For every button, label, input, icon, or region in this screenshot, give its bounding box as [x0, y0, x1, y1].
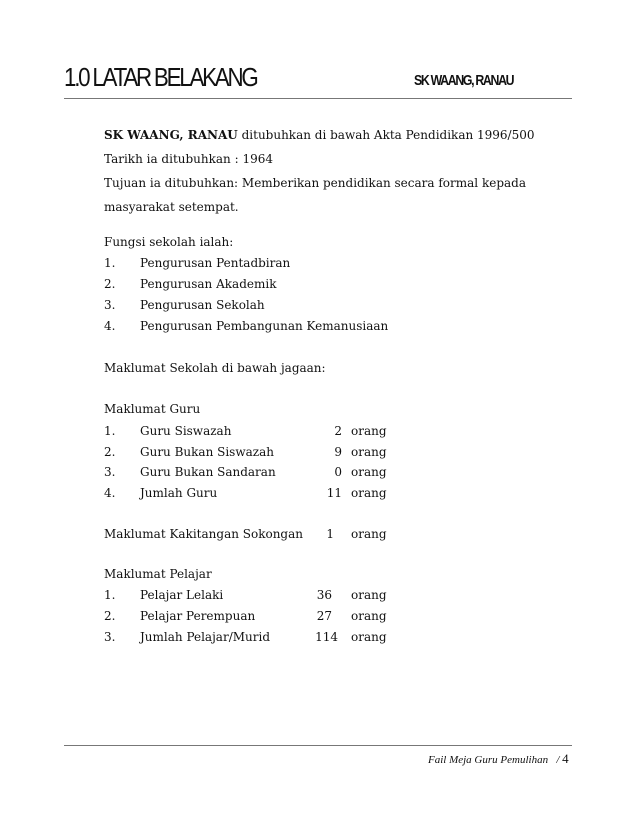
row-number: 3. — [104, 630, 116, 644]
functions-title: Fungsi sekolah ialah: — [104, 235, 234, 249]
support-staff-label: Maklumat Kakitangan Sokongan — [104, 527, 303, 541]
item-number: 2. — [104, 277, 116, 291]
page-number: 4 — [562, 751, 569, 766]
row-value: 0 — [334, 465, 342, 479]
section-heading: 1.0 LATAR BELAKANG — [64, 62, 257, 92]
support-staff-unit: orang — [351, 527, 387, 541]
item-label: Pengurusan Akademik — [140, 277, 277, 291]
row-value: 36 — [316, 588, 332, 602]
row-number: 3. — [104, 465, 116, 479]
row-value: 9 — [334, 445, 342, 459]
row-unit: orang — [351, 588, 387, 602]
row-unit: orang — [351, 609, 387, 623]
row-number: 1. — [104, 424, 116, 438]
intro-line — [104, 128, 535, 142]
item-label: Pengurusan Pentadbiran — [140, 256, 291, 270]
row-number: 1. — [104, 588, 116, 602]
item-label: Pengurusan Pembangunan Kemanusiaan — [140, 319, 389, 333]
year-line: Tarikh ia ditubuhkan : 1964 — [104, 152, 273, 166]
row-number: 2. — [104, 609, 116, 623]
item-number: 3. — [104, 298, 116, 312]
row-label: Guru Bukan Sandaran — [140, 465, 276, 479]
row-value: 11 — [326, 486, 342, 500]
established-text: ditubuhkan di bawah Akta Pendidikan 1996/500 — [237, 128, 535, 142]
header-rule — [64, 98, 572, 99]
item-number: 4. — [104, 319, 116, 333]
row-label: Pelajar Perempuan — [140, 609, 256, 623]
row-number: 2. — [104, 445, 116, 459]
footer-separator: / — [556, 754, 560, 766]
row-value: 2 — [334, 424, 342, 438]
row-label: Guru Bukan Siswazah — [140, 445, 274, 459]
item-label: Pengurusan Sekolah — [140, 298, 265, 312]
row-unit: orang — [351, 630, 387, 644]
row-label: Guru Siswazah — [140, 424, 232, 438]
footer-rule — [64, 745, 572, 746]
item-number: 1. — [104, 256, 116, 270]
row-value: 27 — [316, 609, 332, 623]
info-title: Maklumat Sekolah di bawah jagaan: — [104, 361, 326, 375]
row-unit: orang — [351, 465, 387, 479]
page-header — [64, 62, 574, 96]
page-footer — [428, 751, 569, 767]
row-label: Jumlah Pelajar/Murid — [140, 630, 271, 644]
header-school-name: SK WAANG, RANAU — [414, 72, 514, 89]
teachers-title: Maklumat Guru — [104, 402, 201, 416]
students-title: Maklumat Pelajar — [104, 567, 212, 581]
purpose-line-1: Tujuan ia ditubuhkan: Memberikan pendidikan secara formal kepada — [104, 176, 526, 190]
support-staff-value: 1 — [326, 527, 334, 541]
row-label: Pelajar Lelaki — [140, 588, 224, 602]
row-unit: orang — [351, 424, 387, 438]
row-unit: orang — [351, 486, 387, 500]
row-number: 4. — [104, 486, 116, 500]
row-value: 114 — [315, 630, 338, 644]
school-name: SK WAANG, RANAU — [104, 128, 238, 142]
row-label: Jumlah Guru — [140, 486, 218, 500]
footer-text: Fail Meja Guru Pemulihan — [428, 754, 549, 766]
row-unit: orang — [351, 445, 387, 459]
purpose-line-2: masyarakat setempat. — [104, 200, 239, 214]
